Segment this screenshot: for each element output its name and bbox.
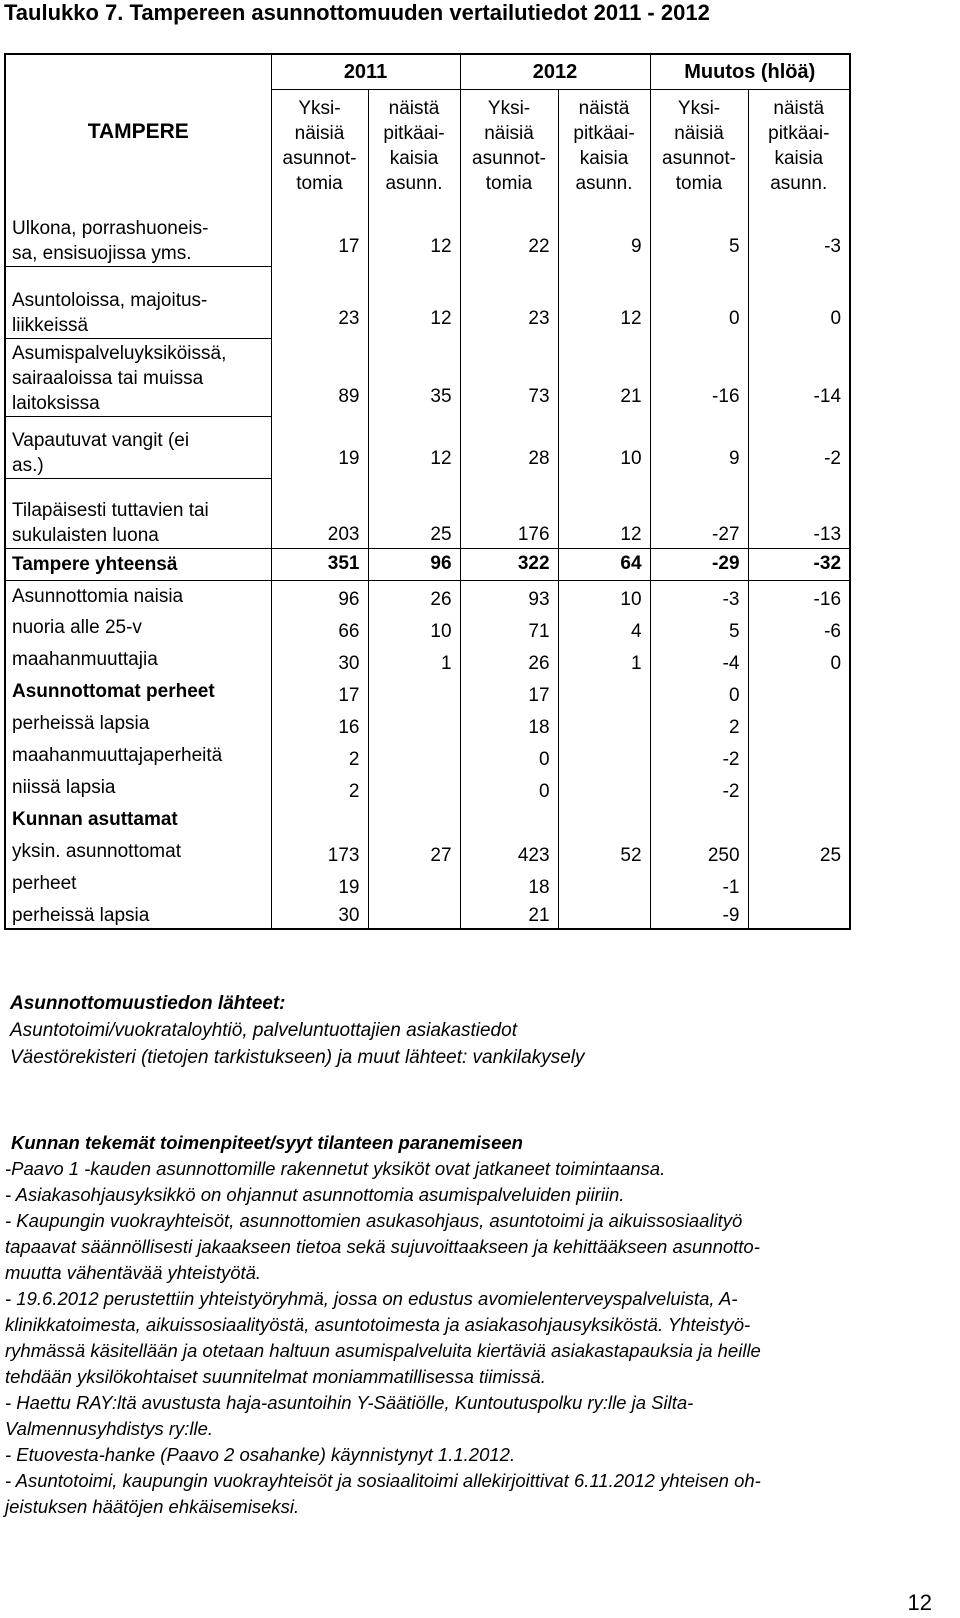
measures-line: -Paavo 1 -kauden asunnottomille rakennetut yksiköt ovat jatkaneet toimintaansa. <box>5 1158 666 1179</box>
subheader-line: asunn. <box>575 173 633 194</box>
comparison-table-container <box>4 53 849 930</box>
group-label: maahanmuuttajaperheitä <box>5 740 271 772</box>
group-row <box>5 868 850 900</box>
group-value: 96 <box>271 580 368 612</box>
row-label-line: as.) <box>12 454 44 476</box>
row-label <box>5 478 271 548</box>
group-value <box>650 804 748 836</box>
group-value: -4 <box>650 644 748 676</box>
group-value: -9 <box>650 900 748 929</box>
table-body <box>5 54 850 929</box>
measures-line: tapaavat säännöllisesti jakaakseen tietoa sekä sujuvoittaakseen ja kehittääkseen asunnotto- <box>5 1236 760 1257</box>
group-value: -2 <box>650 740 748 772</box>
group-value <box>460 804 558 836</box>
row-value: 23 <box>460 266 558 338</box>
group-value: 0 <box>748 644 850 676</box>
group-value: 2 <box>271 772 368 804</box>
row-value: 21 <box>558 338 650 416</box>
row-value: -3 <box>748 204 850 266</box>
row-value: 12 <box>368 266 460 338</box>
subheader-line: asunn. <box>385 173 443 194</box>
total-value: 96 <box>368 548 460 580</box>
row-value: 19 <box>271 416 368 478</box>
group-value: 71 <box>460 612 558 644</box>
row-value: 9 <box>558 204 650 266</box>
group-value <box>368 708 460 740</box>
group-value: 2 <box>650 708 748 740</box>
row-label <box>5 338 271 416</box>
total-value: -29 <box>650 548 748 580</box>
group-value: 21 <box>460 900 558 929</box>
row-value: 203 <box>271 478 368 548</box>
row-value: 28 <box>460 416 558 478</box>
row-label-line: Asuntoloissa, majoitus- <box>12 289 208 311</box>
subheader-line: kaisia <box>389 148 439 169</box>
group-value: 66 <box>271 612 368 644</box>
group-row <box>5 708 850 740</box>
row-value: 0 <box>748 266 850 338</box>
group-value: 173 <box>271 836 368 868</box>
group-value <box>748 900 850 929</box>
column-subheader <box>368 90 460 205</box>
row-value: 12 <box>558 266 650 338</box>
row-label-line: Tilapäisesti tuttavien tai <box>12 499 209 521</box>
row-value: 176 <box>460 478 558 548</box>
subheader-line: näisiä <box>674 123 724 144</box>
group-value: 30 <box>271 900 368 929</box>
row-label-line: sukulaisten luona <box>12 524 159 546</box>
subheader-line: näisiä <box>294 123 345 144</box>
subheader-line: asunn. <box>770 173 828 194</box>
group-value: 10 <box>368 612 460 644</box>
group-value <box>271 804 368 836</box>
row-label <box>5 204 271 266</box>
row-value: 10 <box>558 416 650 478</box>
row-value: -27 <box>650 478 748 548</box>
group-value <box>748 772 850 804</box>
document-title: Taulukko 7. Tampereen asunnottomuuden vertailutiedot 2011 - 2012 <box>4 0 710 25</box>
group-value: 0 <box>650 676 748 708</box>
group-value: 30 <box>271 644 368 676</box>
group-value <box>368 868 460 900</box>
measures-line: - Haettu RAY:ltä avustusta haja-asuntoihin Y-Säätiölle, Kuntoutuspolku ry:lle ja Silta- <box>5 1392 694 1413</box>
group-value: 17 <box>271 676 368 708</box>
comparison-table <box>4 53 851 930</box>
group-row <box>5 612 850 644</box>
group-value: -6 <box>748 612 850 644</box>
measures-line: - Asiakasohjausyksikkö on ohjannut asunnottomia asumispalveluiden piiriin. <box>5 1184 625 1205</box>
subheader-line: pitkäai- <box>383 123 445 144</box>
row-label-line: Ulkona, porrashuoneis- <box>12 217 209 239</box>
group-value <box>748 868 850 900</box>
group-row <box>5 836 850 868</box>
group-value: 250 <box>650 836 748 868</box>
total-value: -32 <box>748 548 850 580</box>
measures-section <box>5 1130 945 1520</box>
row-value: -16 <box>650 338 748 416</box>
group-value <box>748 676 850 708</box>
location-row <box>5 338 850 416</box>
measures-line: ryhmässä käsitellään ja otetaan haltuun asumispalveluita kiertäviä asiakastapauksia ja heille <box>5 1340 761 1361</box>
column-subheader <box>558 90 650 205</box>
year-header: 2011 <box>271 54 460 90</box>
subheader-line: tomia <box>296 173 343 194</box>
group-value: -16 <box>748 580 850 612</box>
group-row <box>5 804 850 836</box>
group-value: 25 <box>748 836 850 868</box>
row-value: 89 <box>271 338 368 416</box>
table-corner-label <box>5 54 271 204</box>
column-subheader <box>460 90 558 205</box>
group-value: 27 <box>368 836 460 868</box>
subheader-line: kaisia <box>579 148 629 169</box>
group-label: Asunnottomia naisia <box>5 580 271 612</box>
group-value: -3 <box>650 580 748 612</box>
subheader-line: näistä <box>773 98 825 119</box>
group-value: 1 <box>368 644 460 676</box>
group-value: 1 <box>558 644 650 676</box>
row-value: -2 <box>748 416 850 478</box>
group-value: 16 <box>271 708 368 740</box>
row-label <box>5 266 271 338</box>
group-value <box>748 740 850 772</box>
sources-section <box>10 990 584 1071</box>
group-label: perheissä lapsia <box>5 900 271 929</box>
group-value: 19 <box>271 868 368 900</box>
group-value <box>558 708 650 740</box>
location-row <box>5 478 850 548</box>
subheader-line: pitkäai- <box>768 123 830 144</box>
group-label: Asunnottomat perheet <box>5 676 271 708</box>
group-value <box>368 772 460 804</box>
row-value: 0 <box>650 266 748 338</box>
group-label: Kunnan asuttamat <box>5 804 271 836</box>
total-value: 322 <box>460 548 558 580</box>
measures-line: muutta vähentävää yhteistyötä. <box>5 1262 262 1283</box>
sources-line: Väestörekisteri (tietojen tarkistukseen) ja muut lähteet: vankilakysely <box>10 1047 585 1068</box>
subheader-line: pitkäai- <box>573 123 635 144</box>
group-label: yksin. asunnottomat <box>5 836 271 868</box>
measures-line: - Asuntotoimi, kaupungin vuokrayhteisöt ja sosiaalitoimi allekirjoittivat 6.11.2012 yhteisen oh- <box>5 1470 761 1491</box>
year-header-row <box>5 54 850 90</box>
column-subheader <box>271 90 368 205</box>
group-value <box>558 804 650 836</box>
measures-line: jeistuksen häätöjen ehkäisemiseksi. <box>5 1496 300 1517</box>
row-value: -13 <box>748 478 850 548</box>
row-value: 12 <box>368 416 460 478</box>
group-value: 423 <box>460 836 558 868</box>
row-label-line: Asumispalveluyksiköissä, <box>12 342 227 364</box>
measures-line: - Etuovesta-hanke (Paavo 2 osahanke) käynnistynyt 1.1.2012. <box>5 1444 516 1465</box>
group-row <box>5 580 850 612</box>
row-value: 35 <box>368 338 460 416</box>
subheader-line: Yksi- <box>677 98 721 119</box>
row-label-line: Vapautuvat vangit (ei <box>12 429 190 451</box>
sources-heading: Asunnottomuustiedon lähteet: <box>10 993 286 1014</box>
group-value: 5 <box>650 612 748 644</box>
group-value <box>558 676 650 708</box>
group-value: 52 <box>558 836 650 868</box>
column-subheader <box>650 90 748 205</box>
group-value: 26 <box>368 580 460 612</box>
row-value: 12 <box>558 478 650 548</box>
group-row <box>5 676 850 708</box>
measures-heading: Kunnan tekemät toimenpiteet/syyt tilanteen paranemiseen <box>11 1132 523 1153</box>
subheader-line: kaisia <box>774 148 824 169</box>
group-value: 26 <box>460 644 558 676</box>
row-value: 9 <box>650 416 748 478</box>
row-value: -14 <box>748 338 850 416</box>
total-value: 64 <box>558 548 650 580</box>
total-label: Tampere yhteensä <box>5 548 271 580</box>
group-value: 2 <box>271 740 368 772</box>
group-row <box>5 644 850 676</box>
year-header: Muutos (hlöä) <box>650 54 850 90</box>
row-value: 23 <box>271 266 368 338</box>
measures-line: - 19.6.2012 perustettiin yhteistyöryhmä, jossa on edustus avomielenterveyspalveluista, A- <box>5 1288 738 1309</box>
measures-line: klinikkatoimesta, aikuissosiaalityöstä, asuntotoimesta ja asiakasohjausyksiköstä. Yhteistyö- <box>5 1314 751 1335</box>
group-value <box>748 804 850 836</box>
group-value <box>368 676 460 708</box>
group-label: niissä lapsia <box>5 772 271 804</box>
row-value: 22 <box>460 204 558 266</box>
subheader-line: Yksi- <box>298 98 341 119</box>
location-row <box>5 204 850 266</box>
corner-label-text: TAMPERE <box>87 120 189 143</box>
group-value: -1 <box>650 868 748 900</box>
subheader-line: asunnot- <box>282 148 357 169</box>
group-value <box>558 900 650 929</box>
location-row <box>5 266 850 338</box>
row-value: 12 <box>368 204 460 266</box>
group-row <box>5 740 850 772</box>
group-value <box>558 740 650 772</box>
row-value: 17 <box>271 204 368 266</box>
group-value: 17 <box>460 676 558 708</box>
group-value: 0 <box>460 772 558 804</box>
location-row <box>5 416 850 478</box>
group-value <box>368 804 460 836</box>
group-value <box>558 868 650 900</box>
subheader-line: tomia <box>675 173 723 194</box>
subheader-line: tomia <box>485 173 533 194</box>
row-label-line: laitoksissa <box>12 392 100 414</box>
row-value: 25 <box>368 478 460 548</box>
subheader-line: näistä <box>578 98 630 119</box>
row-label-line: sairaaloissa tai muissa <box>12 367 204 389</box>
measures-line: tehdään yksilökohtaiset suunnitelmat moniammatillisessa tiimissä. <box>5 1366 546 1387</box>
total-value: 351 <box>271 548 368 580</box>
group-value: 4 <box>558 612 650 644</box>
group-value: 93 <box>460 580 558 612</box>
group-label: nuoria alle 25-v <box>5 612 271 644</box>
year-header: 2012 <box>460 54 650 90</box>
subheader-line: asunnot- <box>472 148 546 169</box>
total-row <box>5 548 850 580</box>
group-value: 0 <box>460 740 558 772</box>
group-row <box>5 772 850 804</box>
group-label: perheet <box>5 868 271 900</box>
group-row <box>5 900 850 929</box>
sources-line: Asuntotoimi/vuokrataloyhtiö, palveluntuottajien asiakastiedot <box>10 1020 517 1041</box>
column-subheader <box>748 90 850 205</box>
subheader-line: näistä <box>388 98 440 119</box>
group-value: 18 <box>460 708 558 740</box>
row-value: 73 <box>460 338 558 416</box>
group-label: maahanmuuttajia <box>5 644 271 676</box>
row-label <box>5 416 271 478</box>
group-value <box>748 708 850 740</box>
group-label: perheissä lapsia <box>5 708 271 740</box>
page-number: 12 <box>907 1590 932 1615</box>
group-value: 18 <box>460 868 558 900</box>
measures-line: - Kaupungin vuokrayhteisöt, asunnottomien asukasohjaus, asuntotoimi ja aikuissosiaalityö <box>5 1210 743 1231</box>
group-value <box>368 900 460 929</box>
row-label-line: liikkeissä <box>12 314 89 336</box>
group-value: 10 <box>558 580 650 612</box>
subheader-line: asunnot- <box>662 148 736 169</box>
group-value <box>368 740 460 772</box>
subheader-line: näisiä <box>484 123 534 144</box>
group-value <box>558 772 650 804</box>
measures-line: Valmennusyhdistys ry:lle. <box>5 1418 214 1439</box>
subheader-line: Yksi- <box>487 98 531 119</box>
row-value: 5 <box>650 204 748 266</box>
row-label-line: sa, ensisuojissa yms. <box>12 242 192 264</box>
group-value: -2 <box>650 772 748 804</box>
